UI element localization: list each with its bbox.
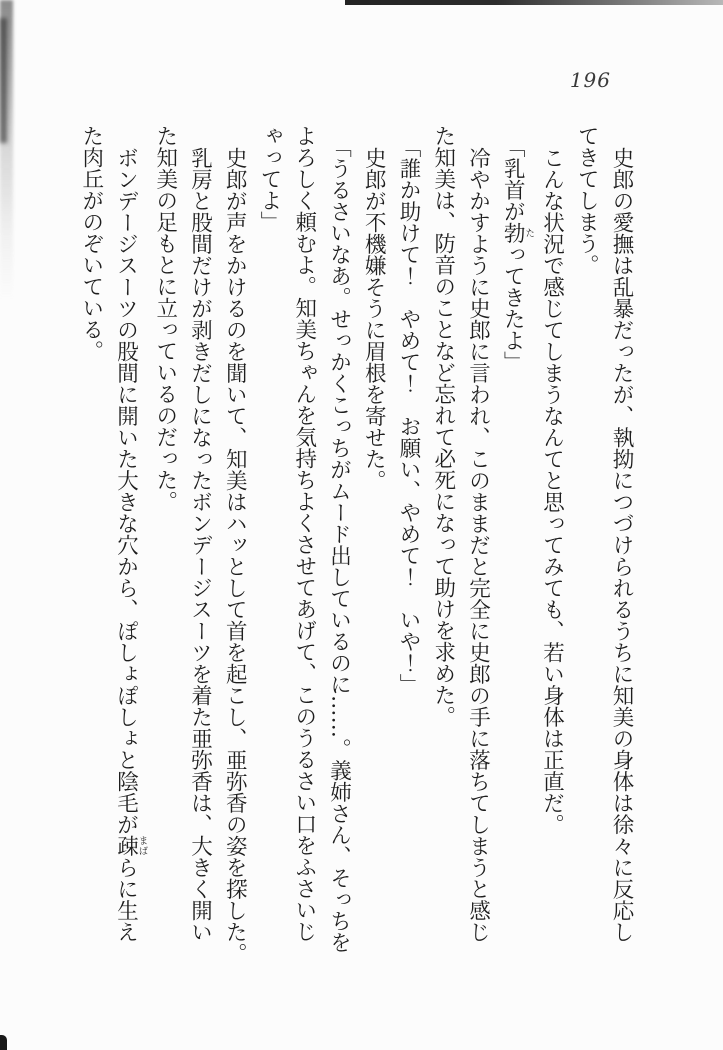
text-line: た知美は、防音のことなど忘れて必死になって助けを求めた。 [430, 125, 456, 727]
furigana-ruby: 疎まば [113, 834, 148, 856]
text-line: た肉丘がのぞいている。 [78, 125, 104, 362]
text-line: 史郎が不機嫌そうに眉根を寄せた。 [361, 146, 387, 491]
text-line: 史郎が声をかけるのを聞いて、知美はハッとして首を起こし、亜弥香の姿を探した。 [222, 146, 248, 964]
page-number: 196 [569, 68, 611, 92]
text-line: ゃってよ」 [257, 125, 282, 233]
body-text [78, 125, 638, 970]
text-line: てきてしまう。 [574, 125, 600, 276]
text-line: 史郎の愛撫は乱暴だったが、執拗につづけられるうちに知美の身体は徐々に反応し [609, 146, 634, 942]
scan-artifact-top-bar [345, 0, 723, 5]
text-line: 冷やかすように史郎に言われ、このままだと完全に史郎の手に落ちてしまうと感じ [465, 146, 491, 942]
text-line: 「乳首が勃たってきたよ」 [500, 135, 535, 373]
text-line: ボンデージスーツの股間に開いた大きな穴から、ぽしょぽしょと陰毛が疎まばらに生え [113, 146, 148, 942]
text-line: た知美の足もとに立っているのだった。 [152, 125, 178, 512]
scan-artifact-left-smudge-core [0, 18, 7, 143]
scan-artifact-corner-mark [0, 1035, 7, 1050]
furigana-ruby: 勃た [500, 221, 535, 244]
text-line: 「うるさいなあ。せっかくこっちがムード出しているのに……。義姉さん、そっちを [326, 135, 352, 953]
text-line: 乳房と股間だけが剥きだしになったボンデージスーツを着た亜弥香は、大きく開い [187, 146, 213, 942]
text-line: 「誰か助けて！ やめて！ お願い、やめて！ いや！」 [396, 135, 421, 695]
text-line: こんな状況で感じてしまうなんてと思ってみても、若い身体は正直だ。 [539, 146, 565, 835]
text-line: よろしく頼むよ。知美ちゃんを気持ちよくさせてあげて、このうるさい口をふさいじ [291, 125, 317, 942]
